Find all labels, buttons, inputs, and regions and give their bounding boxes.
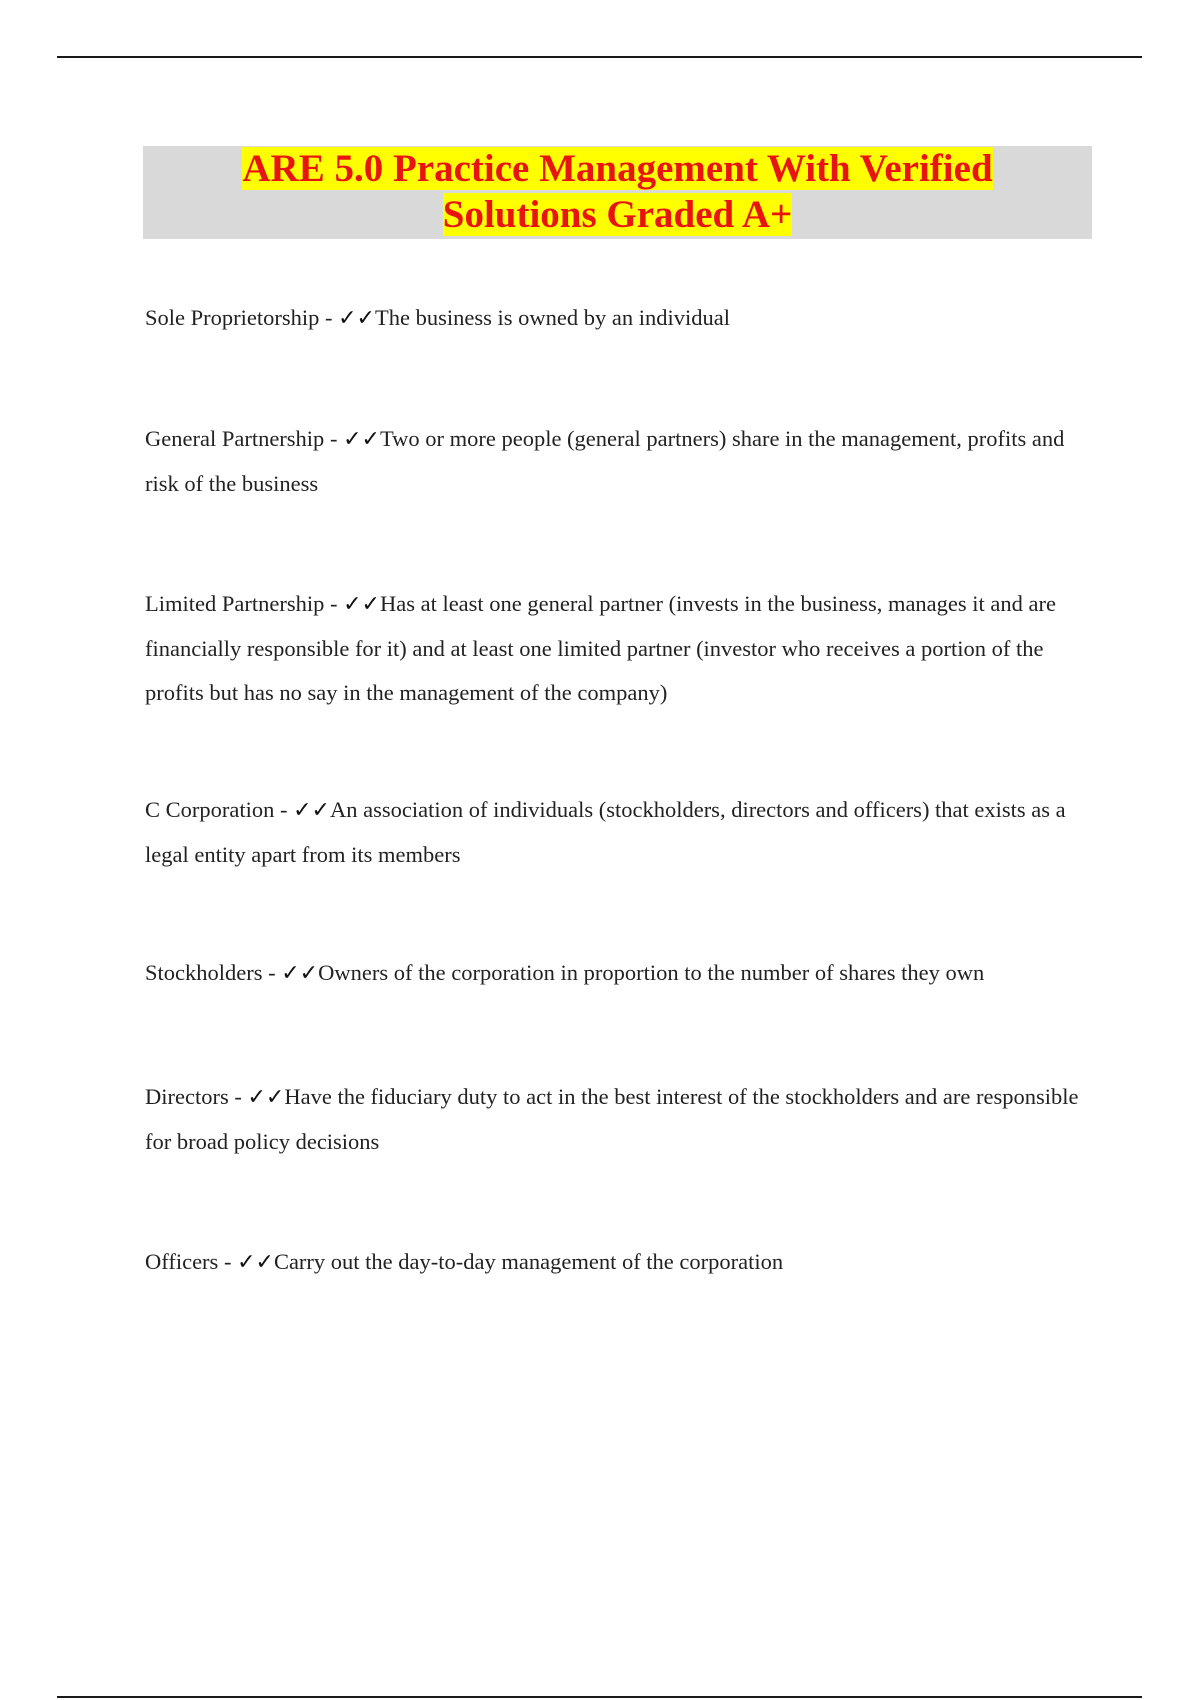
entry-definition: An association of individuals (stockholders, directors and officers) that exists as a legal entity apart from its members	[145, 797, 1066, 867]
entry-separator: -	[218, 1249, 238, 1274]
double-check-icon: ✓✓	[343, 427, 380, 452]
entry-term: C Corporation	[145, 797, 275, 822]
entry-separator: -	[228, 1084, 248, 1109]
entry-sole-proprietorship	[145, 296, 1095, 341]
entry-stockholders	[145, 951, 1095, 996]
entry-term: Directors	[145, 1084, 229, 1109]
double-check-icon: ✓✓	[338, 306, 375, 331]
double-check-icon: ✓✓	[293, 798, 330, 823]
entry-term: Stockholders	[145, 960, 263, 985]
double-check-icon: ✓✓	[237, 1250, 274, 1275]
double-check-icon: ✓✓	[281, 961, 319, 986]
entry-term: General Partnership	[145, 426, 325, 451]
top-rule	[57, 56, 1142, 58]
entry-term: Sole Proprietorship	[145, 305, 320, 330]
entry-definition: Have the fiduciary duty to act in the best interest of the stockholders and are responsible for broad policy decisions	[145, 1084, 1079, 1154]
entry-definition: Two or more people (general partners) share in the management, profits and risk of the business	[145, 426, 1065, 496]
entry-definition: Owners of the corporation in proportion to the number of shares they own	[318, 960, 985, 985]
entry-term: Officers	[145, 1249, 219, 1274]
entry-separator: -	[319, 305, 339, 330]
entry-officers	[145, 1240, 1095, 1285]
title-line-2: Solutions Graded A+	[442, 193, 793, 236]
entry-separator: -	[324, 591, 344, 616]
document-title	[242, 146, 992, 238]
double-check-icon: ✓✓	[343, 592, 380, 617]
entry-separator: -	[324, 426, 344, 451]
entry-limited-partnership	[145, 582, 1095, 715]
entry-general-partnership	[145, 417, 1095, 506]
entry-definition: The business is owned by an individual	[375, 305, 730, 330]
entry-separator: -	[274, 797, 294, 822]
bottom-rule	[57, 1696, 1142, 1698]
double-check-icon: ✓✓	[247, 1085, 285, 1110]
entry-definition: Carry out the day-to-day management of the corporation	[273, 1249, 784, 1274]
entry-definition: Has at least one general partner (invests in the business, manages it and are financially responsible for it) and at least one limited partner (investor who receives a portion of the profits but has no say in the management of the company)	[145, 591, 1056, 705]
title-box	[143, 146, 1092, 239]
entry-term: Limited Partnership	[145, 591, 325, 616]
entry-separator: -	[262, 960, 282, 985]
title-line-1: ARE 5.0 Practice Management With Verified	[242, 147, 993, 190]
entry-c-corporation	[145, 788, 1095, 877]
entry-directors	[145, 1075, 1095, 1164]
